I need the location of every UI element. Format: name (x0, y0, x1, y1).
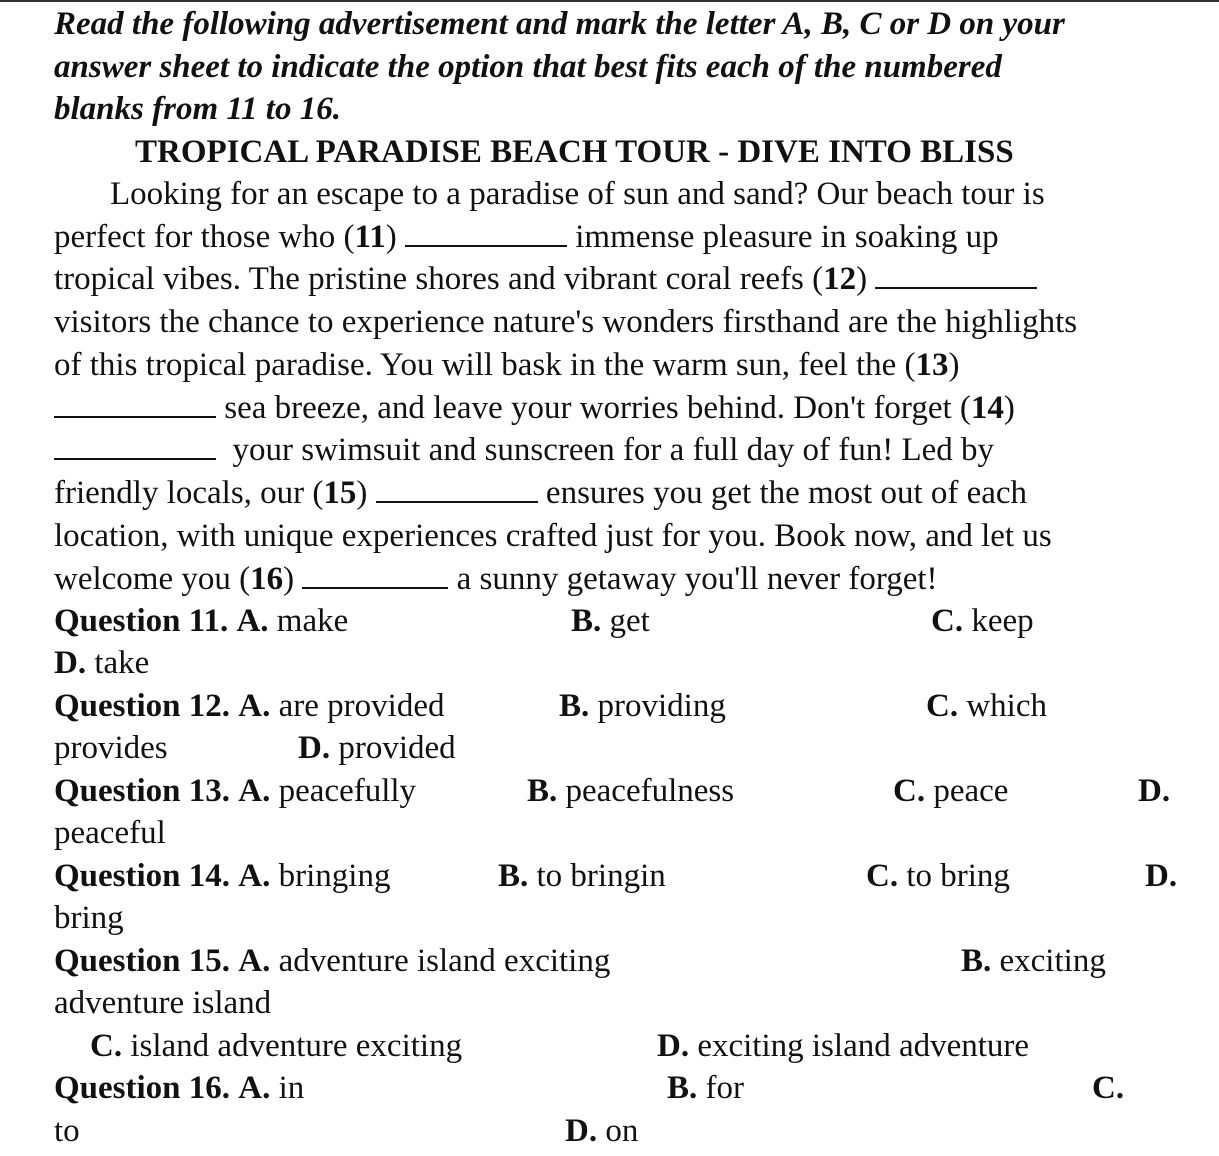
passage-text: ) (283, 561, 295, 597)
passage-text: ) (385, 219, 397, 255)
passage-line-4: visitors the chance to experience nature's wonders firsthand are the highlights (54, 304, 1078, 340)
q12-option-a[interactable]: are provided (278, 688, 445, 724)
question-14-label: Question 14. A. bringing (54, 858, 391, 894)
q13-option-b[interactable]: B. peacefulness (527, 773, 735, 809)
passage-text: tropical vibes. The pristine shores and vibrant coral reefs ( (54, 261, 824, 297)
top-rule (0, 0, 1219, 2)
question-12-label: Question 12. A. are provided (54, 688, 445, 724)
passage-text: perfect for those who ( (54, 219, 355, 255)
advertisement-title: TROPICAL PARADISE BEACH TOUR - DIVE INTO BLISS (135, 134, 1014, 170)
q16-option-d[interactable]: D. on (565, 1113, 639, 1149)
q12-option-c[interactable]: C. which (926, 688, 1047, 724)
passage-text: of this tropical paradise. You will bask in the warm sun, feel the ( (54, 347, 916, 383)
blank-12 (875, 259, 1037, 289)
passage-text: your swimsuit and sunscreen for a full day of fun! Led by (232, 432, 995, 468)
q15-option-a[interactable]: adventure island exciting (278, 943, 611, 979)
passage-line-6 (54, 388, 1015, 428)
passage-line-1: Looking for an escape to a paradise of sun and sand? Our beach tour is (110, 176, 1045, 212)
q15-option-d[interactable]: D. exciting island adventure (657, 1028, 1030, 1064)
q12-option-d[interactable]: D. provided (298, 730, 456, 766)
question-13-label: Question 13. A. peacefully (54, 773, 417, 809)
question-15-label: Question 15. A. adventure island exciting (54, 943, 611, 979)
passage-text: sea breeze, and leave your worries behind. Don't forget ( (224, 390, 971, 426)
q14-option-b[interactable]: B. to bringin (498, 858, 666, 894)
q13-option-d-letter[interactable]: D. (1138, 773, 1171, 809)
q16-option-a[interactable]: in (278, 1070, 305, 1106)
blank-number-13: 13 (915, 347, 949, 383)
passage-text: welcome you ( (54, 561, 251, 597)
q14-option-d[interactable]: bring (54, 900, 124, 936)
blank-13 (54, 388, 216, 418)
passage-line-2 (54, 217, 999, 257)
q14-option-a[interactable]: bringing (278, 858, 391, 894)
q13-option-a[interactable]: peacefully (278, 773, 417, 809)
q11-option-d[interactable]: D. take (54, 645, 150, 681)
q11-option-c[interactable]: C. keep (931, 603, 1034, 639)
q16-option-b[interactable]: B. for (667, 1070, 744, 1106)
q14-option-d-letter[interactable]: D. (1145, 858, 1178, 894)
q12-option-b[interactable]: B. providing (559, 688, 726, 724)
q13-option-d[interactable]: peaceful (54, 815, 166, 851)
passage-line-5 (54, 345, 960, 385)
q15-option-b-continued: adventure island (54, 985, 272, 1021)
instruction-line-3: blanks from 11 to 16. (54, 91, 341, 127)
q14-option-c[interactable]: C. to bring (866, 858, 1010, 894)
passage-text: a sunny getaway you'll never forget! (456, 561, 938, 597)
passage-text: immense pleasure in soaking up (575, 219, 999, 255)
q15-option-c[interactable]: C. island adventure exciting (90, 1028, 463, 1064)
passage-text: ensures you get the most out of each (545, 475, 1028, 511)
question-11-label: Question 11. A. make (54, 603, 349, 639)
blank-number-16: 16 (250, 561, 284, 597)
passage-line-9: location, with unique experiences crafted just for you. Book now, and let us (54, 518, 1052, 554)
passage-text: ) (948, 347, 960, 383)
instruction-line-2: answer sheet to indicate the option that best fits each of the numbered (54, 49, 1002, 85)
question-16-label: Question 16. A. in (54, 1070, 305, 1106)
blank-16 (302, 559, 448, 589)
blank-number-12: 12 (823, 261, 857, 297)
q15-option-b[interactable]: B. exciting (961, 943, 1106, 979)
passage-line-3 (54, 259, 1037, 299)
blank-number-11: 11 (354, 219, 386, 255)
blank-number-14: 14 (970, 390, 1004, 426)
passage-line-8 (54, 473, 1027, 513)
q13-option-c[interactable]: C. peace (893, 773, 1009, 809)
q16-option-c[interactable]: to (54, 1113, 80, 1149)
passage-text: ) (1003, 390, 1015, 426)
passage-text: friendly locals, our ( (54, 475, 324, 511)
blank-15 (376, 473, 538, 503)
blank-11 (405, 217, 567, 247)
passage-text: ) (856, 261, 868, 297)
passage-text: ) (356, 475, 368, 511)
blank-number-15: 15 (323, 475, 357, 511)
q16-option-c-letter[interactable]: C. (1092, 1070, 1125, 1106)
q11-option-b[interactable]: B. get (571, 603, 650, 639)
passage-line-7 (54, 430, 994, 470)
blank-14 (54, 430, 216, 460)
passage-line-10 (54, 559, 938, 599)
q11-option-a[interactable]: make (276, 603, 349, 639)
q12-option-c-continued: provides (54, 730, 168, 766)
instruction-line-1: Read the following advertisement and mark the letter A, B, C or D on your (54, 6, 1065, 42)
